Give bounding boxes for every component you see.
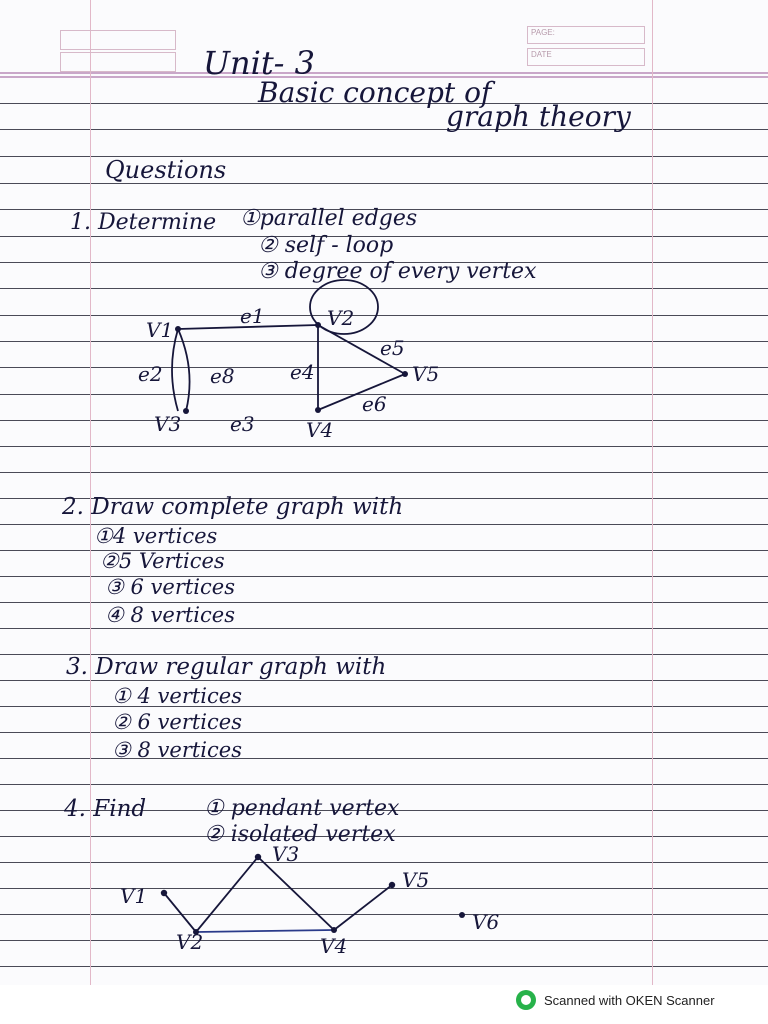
q1-item-2: ② self - loop — [258, 233, 394, 258]
edge-v2-v3 — [196, 857, 258, 932]
label-e3: e3 — [230, 412, 255, 436]
label-q4-v5: V5 — [402, 868, 430, 892]
page-title: Unit- 3 — [203, 44, 316, 82]
subtitle-line-2: graph theory — [446, 100, 631, 133]
label-v3: V3 — [154, 412, 182, 436]
label-q4-v6: V6 — [472, 910, 500, 934]
label-e1: e1 — [240, 304, 265, 328]
q3-item-3: ③ 8 vertices — [112, 738, 242, 762]
q3-item-1: ① 4 vertices — [112, 684, 242, 708]
edge-e8 — [178, 329, 190, 411]
label-v1: V1 — [146, 318, 174, 342]
label-v4: V4 — [306, 418, 334, 442]
vertex-v3-dot — [255, 854, 261, 860]
edge-v3-v4 — [258, 857, 334, 930]
label-e6: e6 — [362, 392, 387, 416]
q2-item-4: ④ 8 vertices — [105, 603, 235, 627]
vertex-v4-dot — [315, 407, 321, 413]
label-e5: e5 — [380, 336, 405, 360]
label-v5: V5 — [412, 362, 440, 386]
label-q4-v1: V1 — [120, 884, 148, 908]
q4-item-1: ① pendant vertex — [204, 796, 400, 821]
q1-item-3: ③ degree of every vertex — [258, 259, 537, 284]
label-q4-v3: V3 — [272, 842, 300, 866]
q1-prompt: 1. Determine — [70, 210, 217, 235]
vertex-v3-dot — [183, 408, 189, 414]
label-q4-v2: V2 — [176, 930, 204, 954]
page-label: PAGE: — [531, 28, 555, 37]
vertex-v1-dot — [175, 326, 181, 332]
label-v2: V2 — [327, 306, 355, 330]
q1-item-1: ①parallel edges — [240, 206, 418, 231]
q2-prompt: 2. Draw complete graph with — [62, 494, 404, 520]
vertex-v4-dot — [331, 927, 337, 933]
vertex-v2-dot — [315, 322, 321, 328]
q2-item-3: ③ 6 vertices — [105, 575, 235, 599]
questions-heading: Questions — [105, 156, 227, 184]
subtitle-line-1: Basic concept of — [258, 76, 492, 109]
oken-scanner-logo-icon — [516, 990, 536, 1010]
vertex-v1-dot — [161, 890, 167, 896]
edge-v1-v2 — [164, 893, 196, 932]
q4-item-2: ② isolated vertex — [204, 822, 396, 847]
q2-item-1: ①4 vertices — [94, 524, 218, 548]
edge-e3 — [186, 410, 318, 411]
scanner-watermark — [516, 990, 715, 1010]
q3-prompt: 3. Draw regular graph with — [66, 654, 387, 680]
scanner-text: Scanned with OKEN Scanner — [544, 992, 715, 1008]
label-e4: e4 — [290, 360, 315, 384]
q4-prompt: 4. Find — [64, 796, 147, 822]
edge-v4-v5 — [334, 885, 392, 930]
q3-item-2: ② 6 vertices — [112, 710, 242, 734]
vertex-v5-dot — [402, 371, 408, 377]
edge-v2-v4 — [196, 930, 334, 932]
label-e8: e8 — [210, 364, 235, 388]
vertex-v6-dot — [459, 912, 465, 918]
vertex-v5-dot — [389, 882, 395, 888]
label-q4-v4: V4 — [320, 934, 348, 958]
label-e2: e2 — [138, 362, 163, 386]
date-label: DATE — [531, 50, 552, 59]
q2-item-2: ②5 Vertices — [100, 549, 225, 573]
